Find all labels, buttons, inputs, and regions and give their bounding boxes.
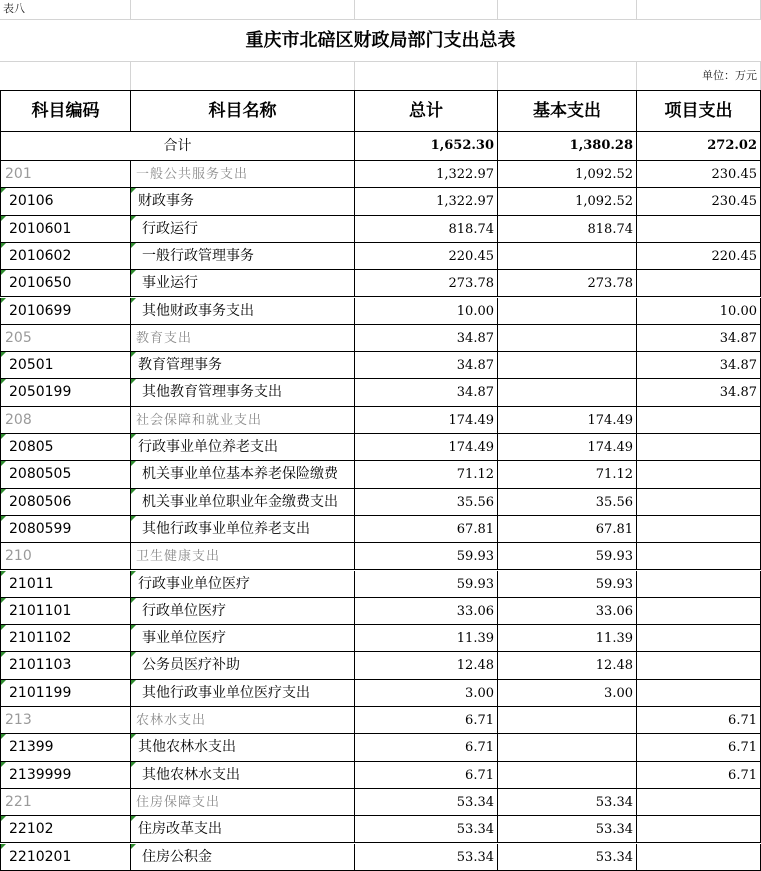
subject-name-cell[interactable]: 教育管理事务	[131, 352, 355, 379]
project-cell[interactable]	[637, 270, 761, 297]
basic-cell[interactable]: 53.34	[498, 844, 637, 871]
subject-code-cell[interactable]: 208	[0, 407, 131, 434]
table-row	[0, 844, 761, 871]
text-number-flag-icon	[131, 434, 136, 439]
text-number-flag-icon	[1, 379, 6, 384]
basic-cell[interactable]: 818.74	[498, 216, 637, 243]
subject-name-cell[interactable]: 一般行政管理事务	[131, 243, 355, 270]
subject-code-cell[interactable]: 2080599	[0, 516, 131, 543]
text-number-flag-icon	[1, 489, 6, 494]
text-number-flag-icon	[1, 734, 6, 739]
text-number-flag-icon	[1, 188, 6, 193]
project-cell[interactable]	[637, 489, 761, 516]
total-cell[interactable]: 3.00	[355, 680, 498, 707]
basic-cell[interactable]: 67.81	[498, 516, 637, 543]
header-project[interactable]: 项目支出	[637, 91, 761, 132]
project-cell[interactable]	[637, 680, 761, 707]
table-row	[0, 461, 761, 488]
basic-cell[interactable]: 273.78	[498, 270, 637, 297]
total-cell[interactable]: 59.93	[355, 571, 498, 598]
project-cell[interactable]	[637, 816, 761, 843]
text-number-flag-icon	[1, 516, 6, 521]
project-cell[interactable]	[637, 625, 761, 652]
subject-name-cell[interactable]: 住房改革支出	[131, 816, 355, 843]
text-number-flag-icon	[131, 762, 136, 767]
table-row	[0, 625, 761, 652]
subject-code-cell[interactable]: 2101101	[0, 598, 131, 625]
total-cell[interactable]: 53.34	[355, 789, 498, 816]
text-number-flag-icon	[1, 844, 6, 849]
subject-name-cell[interactable]: 公务员医疗补助	[131, 652, 355, 679]
basic-cell[interactable]: 174.49	[498, 434, 637, 461]
empty-cell[interactable]	[131, 62, 355, 90]
text-number-flag-icon	[1, 571, 6, 576]
total-cell[interactable]: 34.87	[355, 352, 498, 379]
empty-cell[interactable]	[355, 62, 498, 90]
basic-cell[interactable]	[498, 298, 637, 325]
text-number-flag-icon	[131, 652, 136, 657]
subject-name-cell[interactable]: 事业运行	[131, 270, 355, 297]
text-number-flag-icon	[1, 625, 6, 630]
table-row	[0, 270, 761, 297]
text-number-flag-icon	[1, 243, 6, 248]
text-number-flag-icon	[131, 270, 136, 275]
subject-code-cell[interactable]: 20106	[0, 188, 131, 215]
total-cell[interactable]: 1,322.97	[355, 161, 498, 188]
basic-cell[interactable]	[498, 352, 637, 379]
header-name[interactable]: 科目名称	[131, 91, 355, 132]
subject-name-cell[interactable]: 其他财政事务支出	[131, 298, 355, 325]
subject-name-cell[interactable]: 农林水支出	[131, 707, 355, 734]
header-row	[0, 90, 761, 132]
table-row	[0, 243, 761, 270]
subject-name-cell[interactable]: 行政事业单位养老支出	[131, 434, 355, 461]
total-cell[interactable]: 59.93	[355, 543, 498, 570]
subject-code-cell[interactable]: 2010601	[0, 216, 131, 243]
text-number-flag-icon	[131, 461, 136, 466]
sheet-label-row	[0, 0, 761, 20]
subject-name-cell[interactable]: 住房保障支出	[131, 789, 355, 816]
project-cell[interactable]	[637, 789, 761, 816]
subject-code-cell[interactable]: 22102	[0, 816, 131, 843]
total-cell[interactable]: 71.12	[355, 461, 498, 488]
basic-cell[interactable]: 59.93	[498, 543, 637, 570]
text-number-flag-icon	[1, 352, 6, 357]
project-cell[interactable]	[637, 434, 761, 461]
table-row	[0, 161, 761, 188]
project-cell[interactable]	[637, 516, 761, 543]
table-row	[0, 379, 761, 406]
basic-cell[interactable]	[498, 379, 637, 406]
project-cell[interactable]	[637, 216, 761, 243]
subject-name-cell[interactable]: 住房公积金	[131, 844, 355, 871]
text-number-flag-icon	[1, 816, 6, 821]
basic-cell[interactable]: 1,092.52	[498, 161, 637, 188]
text-number-flag-icon	[1, 680, 6, 685]
text-number-flag-icon	[131, 298, 136, 303]
basic-cell[interactable]	[498, 734, 637, 761]
header-total[interactable]: 总计	[355, 91, 498, 132]
project-cell[interactable]: 34.87	[637, 379, 761, 406]
subject-name-cell[interactable]: 一般公共服务支出	[131, 161, 355, 188]
subject-name-cell[interactable]: 事业单位医疗	[131, 625, 355, 652]
total-cell[interactable]: 273.78	[355, 270, 498, 297]
table-row	[0, 762, 761, 789]
subject-name-cell[interactable]: 机关事业单位职业年金缴费支出	[131, 489, 355, 516]
table-row	[0, 598, 761, 625]
text-number-flag-icon	[131, 489, 136, 494]
subject-code-cell[interactable]: 2139999	[0, 762, 131, 789]
project-cell[interactable]: 6.71	[637, 734, 761, 761]
subject-name-cell[interactable]: 财政事务	[131, 188, 355, 215]
total-cell[interactable]: 174.49	[355, 434, 498, 461]
header-code[interactable]: 科目编码	[0, 91, 131, 132]
project-cell[interactable]: 34.87	[637, 325, 761, 352]
basic-cell[interactable]: 53.34	[498, 789, 637, 816]
total-cell[interactable]: 33.06	[355, 598, 498, 625]
subject-code-cell[interactable]: 2210201	[0, 844, 131, 871]
project-cell[interactable]	[637, 543, 761, 570]
empty-cell[interactable]	[637, 0, 761, 20]
subject-name-cell[interactable]: 其他农林水支出	[131, 734, 355, 761]
basic-cell[interactable]: 59.93	[498, 571, 637, 598]
subject-code-cell[interactable]: 2101199	[0, 680, 131, 707]
text-number-flag-icon	[131, 598, 136, 603]
basic-cell[interactable]	[498, 762, 637, 789]
text-number-flag-icon	[1, 461, 6, 466]
table-row	[0, 543, 761, 570]
empty-cell[interactable]	[498, 62, 637, 90]
subject-code-cell[interactable]: 2101102	[0, 625, 131, 652]
project-cell[interactable]: 6.71	[637, 707, 761, 734]
basic-cell[interactable]: 174.49	[498, 407, 637, 434]
project-cell[interactable]: 6.71	[637, 762, 761, 789]
table-row	[0, 707, 761, 734]
text-number-flag-icon	[1, 270, 6, 275]
subject-name-cell[interactable]: 行政事业单位医疗	[131, 571, 355, 598]
total-cell[interactable]: 53.34	[355, 816, 498, 843]
summary-total[interactable]: 1,652.30	[355, 132, 498, 161]
table-row	[0, 789, 761, 816]
project-cell[interactable]	[637, 407, 761, 434]
unit-label: 单位：万元	[702, 69, 757, 82]
total-cell[interactable]: 6.71	[355, 762, 498, 789]
subject-code-cell[interactable]: 2101103	[0, 652, 131, 679]
table-row	[0, 298, 761, 325]
total-cell[interactable]: 34.87	[355, 325, 498, 352]
unit-row	[0, 62, 761, 90]
subject-name-cell[interactable]: 教育支出	[131, 325, 355, 352]
table-title[interactable]: 重庆市北碚区财政局部门支出总表	[0, 20, 761, 62]
empty-cell[interactable]	[498, 0, 637, 20]
total-cell[interactable]: 10.00	[355, 298, 498, 325]
text-number-flag-icon	[1, 298, 6, 303]
total-cell[interactable]: 12.48	[355, 652, 498, 679]
empty-cell[interactable]	[131, 0, 355, 20]
table-row	[0, 352, 761, 379]
subject-code-cell[interactable]: 210	[0, 543, 131, 570]
subject-code-cell[interactable]: 20805	[0, 434, 131, 461]
subject-code-cell[interactable]: 2080505	[0, 461, 131, 488]
total-cell[interactable]: 174.49	[355, 407, 498, 434]
text-number-flag-icon	[131, 844, 136, 849]
subject-code-cell[interactable]: 2010602	[0, 243, 131, 270]
total-cell[interactable]: 6.71	[355, 707, 498, 734]
table-row	[0, 489, 761, 516]
subject-name-cell[interactable]: 卫生健康支出	[131, 543, 355, 570]
table-row	[0, 652, 761, 679]
table-row	[0, 734, 761, 761]
subject-code-cell[interactable]: 205	[0, 325, 131, 352]
table-row	[0, 516, 761, 543]
total-cell[interactable]: 34.87	[355, 379, 498, 406]
subject-name-cell[interactable]: 其他行政事业单位养老支出	[131, 516, 355, 543]
total-cell[interactable]: 11.39	[355, 625, 498, 652]
summary-label[interactable]: 合计	[0, 132, 355, 161]
project-cell[interactable]: 230.45	[637, 161, 761, 188]
title-row	[0, 20, 761, 62]
total-cell[interactable]: 53.34	[355, 844, 498, 871]
table-row	[0, 407, 761, 434]
text-number-flag-icon	[131, 216, 136, 221]
total-cell[interactable]: 35.56	[355, 489, 498, 516]
basic-cell[interactable]: 71.12	[498, 461, 637, 488]
subject-name-cell[interactable]: 社会保障和就业支出	[131, 407, 355, 434]
summary-project[interactable]: 272.02	[637, 132, 761, 161]
basic-cell[interactable]	[498, 325, 637, 352]
total-cell[interactable]: 6.71	[355, 734, 498, 761]
project-cell[interactable]	[637, 598, 761, 625]
subject-name-cell[interactable]: 行政运行	[131, 216, 355, 243]
subject-name-cell[interactable]: 其他农林水支出	[131, 762, 355, 789]
basic-cell[interactable]	[498, 707, 637, 734]
empty-cell[interactable]	[0, 62, 131, 90]
total-cell[interactable]: 818.74	[355, 216, 498, 243]
text-number-flag-icon	[131, 516, 136, 521]
text-number-flag-icon	[131, 571, 136, 576]
basic-cell[interactable]: 3.00	[498, 680, 637, 707]
project-cell[interactable]	[637, 652, 761, 679]
table-row	[0, 571, 761, 598]
basic-cell[interactable]: 1,092.52	[498, 188, 637, 215]
basic-cell[interactable]: 11.39	[498, 625, 637, 652]
text-number-flag-icon	[1, 434, 6, 439]
subject-code-cell[interactable]: 21399	[0, 734, 131, 761]
subject-code-cell[interactable]: 2050199	[0, 379, 131, 406]
empty-cell[interactable]	[355, 0, 498, 20]
table-row	[0, 434, 761, 461]
basic-cell[interactable]: 33.06	[498, 598, 637, 625]
text-number-flag-icon	[1, 598, 6, 603]
subject-code-cell[interactable]: 20501	[0, 352, 131, 379]
text-number-flag-icon	[131, 379, 136, 384]
text-number-flag-icon	[1, 652, 6, 657]
text-number-flag-icon	[131, 625, 136, 630]
text-number-flag-icon	[131, 816, 136, 821]
text-number-flag-icon	[1, 762, 6, 767]
total-cell[interactable]: 67.81	[355, 516, 498, 543]
subject-code-cell[interactable]: 2080506	[0, 489, 131, 516]
table-row	[0, 188, 761, 215]
basic-cell[interactable]: 35.56	[498, 489, 637, 516]
basic-cell[interactable]	[498, 243, 637, 270]
basic-cell[interactable]: 53.34	[498, 816, 637, 843]
project-cell[interactable]: 34.87	[637, 352, 761, 379]
subject-code-cell[interactable]: 2010699	[0, 298, 131, 325]
subject-code-cell[interactable]: 201	[0, 161, 131, 188]
table-row	[0, 216, 761, 243]
subject-code-cell[interactable]: 213	[0, 707, 131, 734]
project-cell[interactable]	[637, 571, 761, 598]
text-number-flag-icon	[131, 243, 136, 248]
subject-name-cell[interactable]: 其他教育管理事务支出	[131, 379, 355, 406]
project-cell[interactable]	[637, 844, 761, 871]
text-number-flag-icon	[131, 680, 136, 685]
summary-basic[interactable]: 1,380.28	[498, 132, 637, 161]
subject-code-cell[interactable]: 221	[0, 789, 131, 816]
sheet-label[interactable]: 表八	[0, 0, 131, 20]
total-cell[interactable]: 220.45	[355, 243, 498, 270]
subject-name-cell[interactable]: 行政单位医疗	[131, 598, 355, 625]
text-number-flag-icon	[1, 216, 6, 221]
project-cell[interactable]	[637, 461, 761, 488]
project-cell[interactable]: 10.00	[637, 298, 761, 325]
subject-code-cell[interactable]: 2010650	[0, 270, 131, 297]
table-row	[0, 816, 761, 843]
basic-cell[interactable]: 12.48	[498, 652, 637, 679]
subject-name-cell[interactable]: 其他行政事业单位医疗支出	[131, 680, 355, 707]
header-basic[interactable]: 基本支出	[498, 91, 637, 132]
summary-row	[0, 132, 761, 161]
subject-code-cell[interactable]: 21011	[0, 571, 131, 598]
table-row	[0, 680, 761, 707]
text-number-flag-icon	[131, 734, 136, 739]
project-cell[interactable]: 230.45	[637, 188, 761, 215]
project-cell[interactable]: 220.45	[637, 243, 761, 270]
table-row	[0, 325, 761, 352]
subject-name-cell[interactable]: 机关事业单位基本养老保险缴费	[131, 461, 355, 488]
total-cell[interactable]: 1,322.97	[355, 188, 498, 215]
text-number-flag-icon	[131, 352, 136, 357]
text-number-flag-icon	[131, 188, 136, 193]
